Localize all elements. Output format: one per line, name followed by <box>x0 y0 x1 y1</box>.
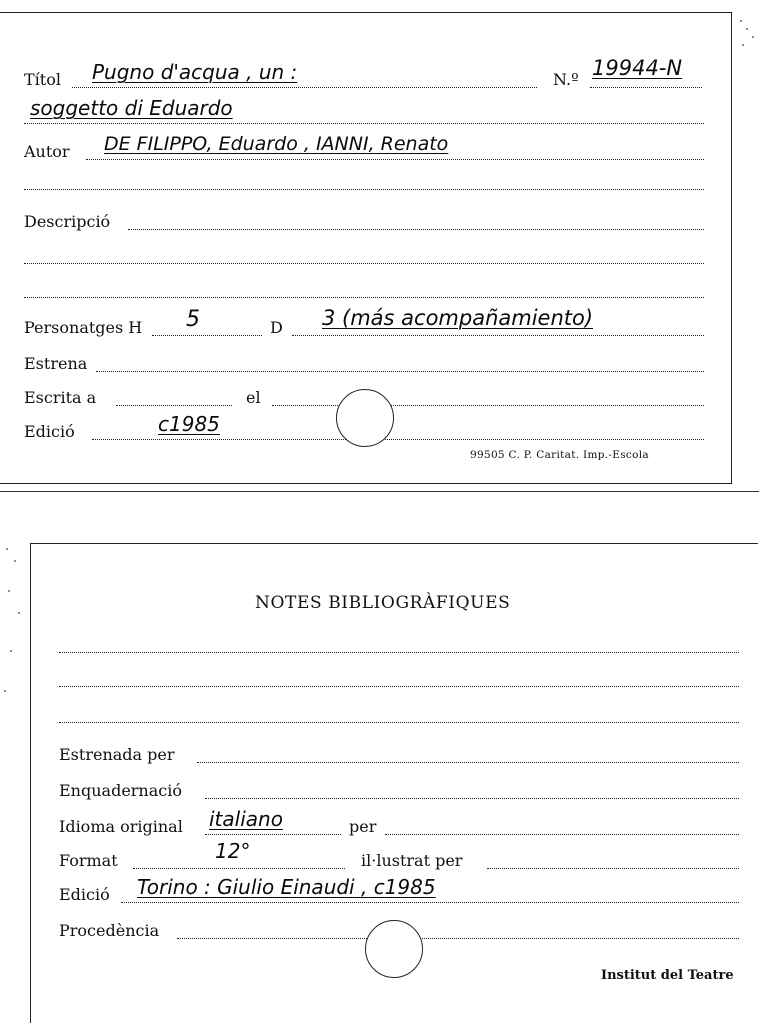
personatges-d-dotted-line <box>292 335 704 336</box>
escrita-label: Escrita a <box>24 388 97 407</box>
procedencia-dotted-line <box>177 938 739 939</box>
personatges-d-value: 3 (más acompañamiento) <box>322 306 594 330</box>
idioma-value: italiano <box>209 807 283 831</box>
edicio2-dotted-line <box>121 902 739 903</box>
format-dotted-line <box>133 868 345 869</box>
numero-label: N.º <box>553 70 579 89</box>
enquadernacio-label: Enquadernació <box>59 781 182 800</box>
edicio-value: c1985 <box>158 412 220 436</box>
numero-value: 19944-N <box>592 56 683 80</box>
estrenada-dotted-line <box>197 762 739 763</box>
estrena-dotted-line <box>96 371 704 372</box>
autor-value: DE FILIPPO, Eduardo , IANNI, Renato <box>104 133 449 155</box>
descripcio-label: Descripció <box>24 212 111 231</box>
personatges-h-value: 5 <box>186 307 200 332</box>
el-dotted-line <box>272 405 704 406</box>
illustrat-label: il·lustrat per <box>361 851 463 870</box>
edicio2-label: Edició <box>59 885 110 904</box>
edicio2-value: Torino : Giulio Einaudi , c1985 <box>137 875 436 899</box>
institution-footer: Institut del Teatre <box>601 968 734 983</box>
printer-imprint: 99505 C. P. Caritat. Imp.-Escola <box>470 449 649 461</box>
edicio-dotted-line <box>92 439 704 440</box>
scan-speck <box>746 28 748 30</box>
escrita-dotted-line <box>116 405 232 406</box>
personatges-h-dotted-line <box>152 335 262 336</box>
format-value: 12° <box>215 839 251 863</box>
notes-heading: NOTES BIBLIOGRÀFIQUES <box>255 593 511 613</box>
numero-dotted-line <box>590 87 702 88</box>
personatges-d-label: D <box>270 318 283 337</box>
titol-label: Títol <box>24 70 61 89</box>
idioma-dotted-line <box>205 834 341 835</box>
autor-dotted-line-2 <box>24 189 704 190</box>
idioma-label: Idioma original <box>59 817 183 836</box>
scan-speck <box>18 612 20 614</box>
scan-speck <box>740 20 742 22</box>
titol-value-line2: soggetto di Eduardo <box>30 96 233 120</box>
el-label: el <box>246 388 261 407</box>
scan-speck <box>4 690 6 692</box>
scan-speck <box>14 560 16 562</box>
personatges-h-label: Personatges H <box>24 318 143 337</box>
illustrat-dotted-line <box>487 868 739 869</box>
enquadernacio-dotted-line <box>205 798 739 799</box>
punch-hole <box>365 920 423 978</box>
procedencia-label: Procedència <box>59 921 160 940</box>
titol-value-line1: Pugno d'acqua , un : <box>92 60 298 84</box>
scan-speck <box>752 36 754 38</box>
titol-dotted-line-2 <box>24 123 704 124</box>
format-label: Format <box>59 851 118 870</box>
scan-speck <box>10 650 12 652</box>
catalog-card-back <box>30 543 758 1023</box>
autor-dotted-line <box>86 159 704 160</box>
descripcio-dotted-line <box>128 229 704 230</box>
scan-speck <box>8 590 10 592</box>
notes-dotted-line-2 <box>59 686 739 687</box>
punch-hole <box>336 389 394 447</box>
notes-dotted-line-3 <box>59 722 739 723</box>
notes-dotted-line-1 <box>59 652 739 653</box>
card-divider-line <box>0 491 759 492</box>
scan-speck <box>742 44 744 46</box>
idioma-per-dotted-line <box>385 834 739 835</box>
descripcio-dotted-line-2 <box>24 263 704 264</box>
descripcio-dotted-line-3 <box>24 297 704 298</box>
autor-label: Autor <box>24 142 70 161</box>
catalog-card-front <box>0 12 732 484</box>
estrenada-label: Estrenada per <box>59 745 175 764</box>
titol-dotted-line <box>72 87 537 88</box>
scan-speck <box>6 548 8 550</box>
idioma-per-label: per <box>349 817 377 836</box>
estrena-label: Estrena <box>24 354 88 373</box>
edicio-label: Edició <box>24 422 75 441</box>
